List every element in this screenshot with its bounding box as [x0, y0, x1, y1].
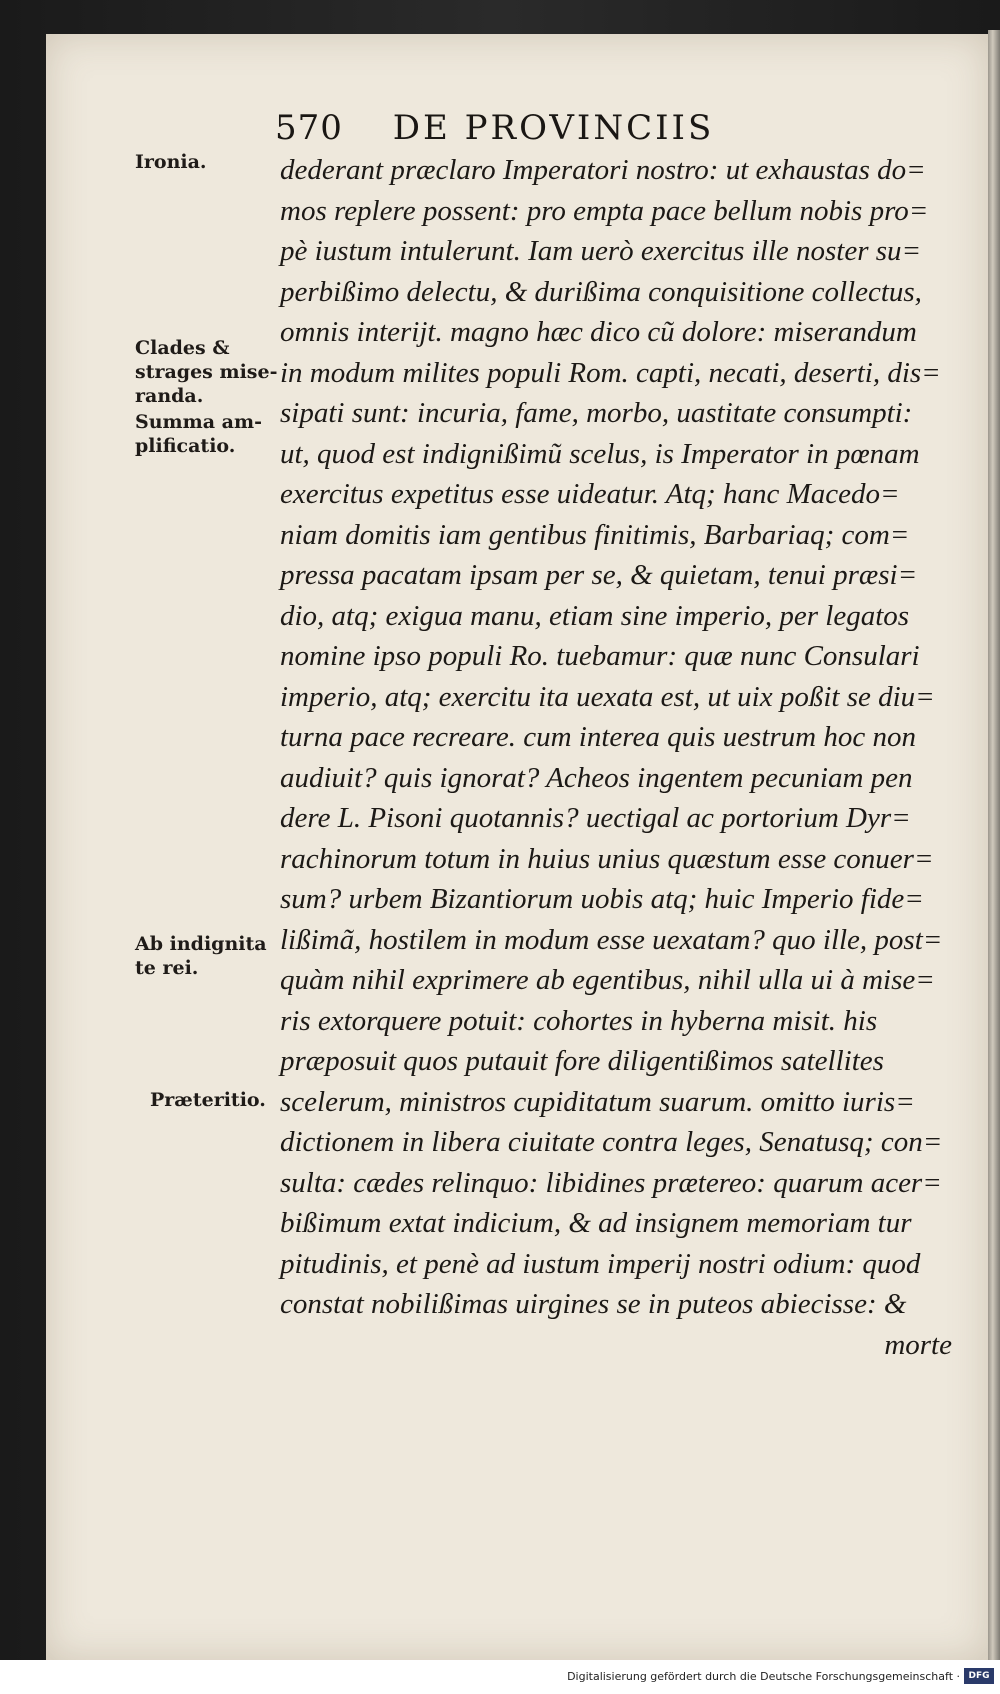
text-line: dictionem in libera ciuitate contra leges, Senatusq; con= [280, 1126, 943, 1158]
margin-note-indignitate: Ab indignita te rei. [135, 933, 267, 979]
text-line: dere L. Pisoni quotannis? uectigal ac portorium Dyr= [280, 802, 911, 834]
text-line: omnis interijt. magno hæc dico cũ dolore: miserandum [280, 316, 917, 348]
funding-credit: Digitalisierung gefördert durch die Deutsche Forschungsgemeinschaft · [567, 1670, 960, 1683]
footer-bar [0, 1660, 1000, 1694]
page-number: 570 [275, 108, 343, 148]
margin-note-praeteritio: Præteritio. [150, 1089, 266, 1111]
text-line: perbißimo delectu, & durißima conquisitione collectus, [280, 275, 922, 308]
catchword: morte [884, 1328, 952, 1361]
running-header [275, 108, 714, 148]
text-line: constat nobilißimas uirgines se in puteos abiecisse: & [280, 1288, 907, 1320]
text-line: sum? urbem Bizantiorum uobis atq; huic Imperio fide= [280, 883, 924, 915]
text-line: niam domitis iam gentibus finitimis, Barbariaq; com= [280, 518, 910, 551]
margin-note-ironia: Ironia. [135, 151, 207, 173]
body-text [280, 150, 952, 1365]
text-line: mos replere possent: pro empta pace bellum nobis pro= [280, 194, 929, 227]
text-line: lißimã, hostilem in modum esse uexatam? quo ille, post= [280, 923, 943, 956]
text-line: sulta: cædes relinquo: libidines prætereo: quarum acer= [280, 1166, 942, 1199]
text-line: imperio, atq; exercitu ita uexata est, ut uix poßit se diu= [280, 680, 935, 713]
text-line: dederant præclaro Imperatori nostro: ut exhaustas do= [280, 154, 926, 186]
text-line: pitudinis, et penè ad iustum imperij nostri odium: quod [280, 1247, 921, 1280]
text-line: bißimum extat indicium, & ad insignem memoriam tur [280, 1207, 912, 1239]
text-line: rachinorum totum in huius unius quæstum esse conuer= [280, 842, 934, 875]
text-line: ris extorquere potuit: cohortes in hyberna misit. his [280, 1004, 878, 1037]
text-line: dio, atq; exigua manu, etiam sine imperio, per legatos [280, 599, 910, 632]
margin-note-clades: Clades & strages mise- randa. [135, 337, 278, 407]
text-line: in modum milites populi Rom. capti, necati, deserti, dis= [280, 356, 941, 389]
text-line: pressa pacatam ipsam per se, & quietam, tenui præsi= [280, 559, 918, 591]
text-line: scelerum, ministros cupiditatum suarum. omitto iuris= [280, 1085, 915, 1118]
text-line: quàm nihil exprimere ab egentibus, nihil ulla ui à mise= [280, 964, 935, 996]
margin-note-summa: Summa am- plificatio. [135, 411, 262, 457]
dfg-logo: DFG [964, 1668, 994, 1684]
text-line: audiuit? quis ignorat? Acheos ingentem pecuniam pen [280, 761, 913, 794]
text-line: ut, quod est indignißimũ scelus, is Imperator in pœnam [280, 437, 920, 470]
text-line: nomine ipso populi Ro. tuebamur: quæ nunc Consulari [280, 640, 920, 672]
text-line: turna pace recreare. cum interea quis uestrum hoc non [280, 721, 916, 753]
text-line: pè iustum intulerunt. Iam uerò exercitus ille noster su= [280, 235, 922, 267]
text-line: præposuit quos putauit fore diligentißimos satellites [280, 1045, 884, 1077]
text-line: exercitus expetitus esse uideatur. Atq; hanc Macedo= [280, 478, 900, 510]
page-edge [988, 30, 1000, 1660]
running-title: DE PROVINCIIS [392, 108, 715, 148]
text-line: sipati sunt: incuria, fame, morbo, uastitate consumpti: [280, 397, 913, 429]
